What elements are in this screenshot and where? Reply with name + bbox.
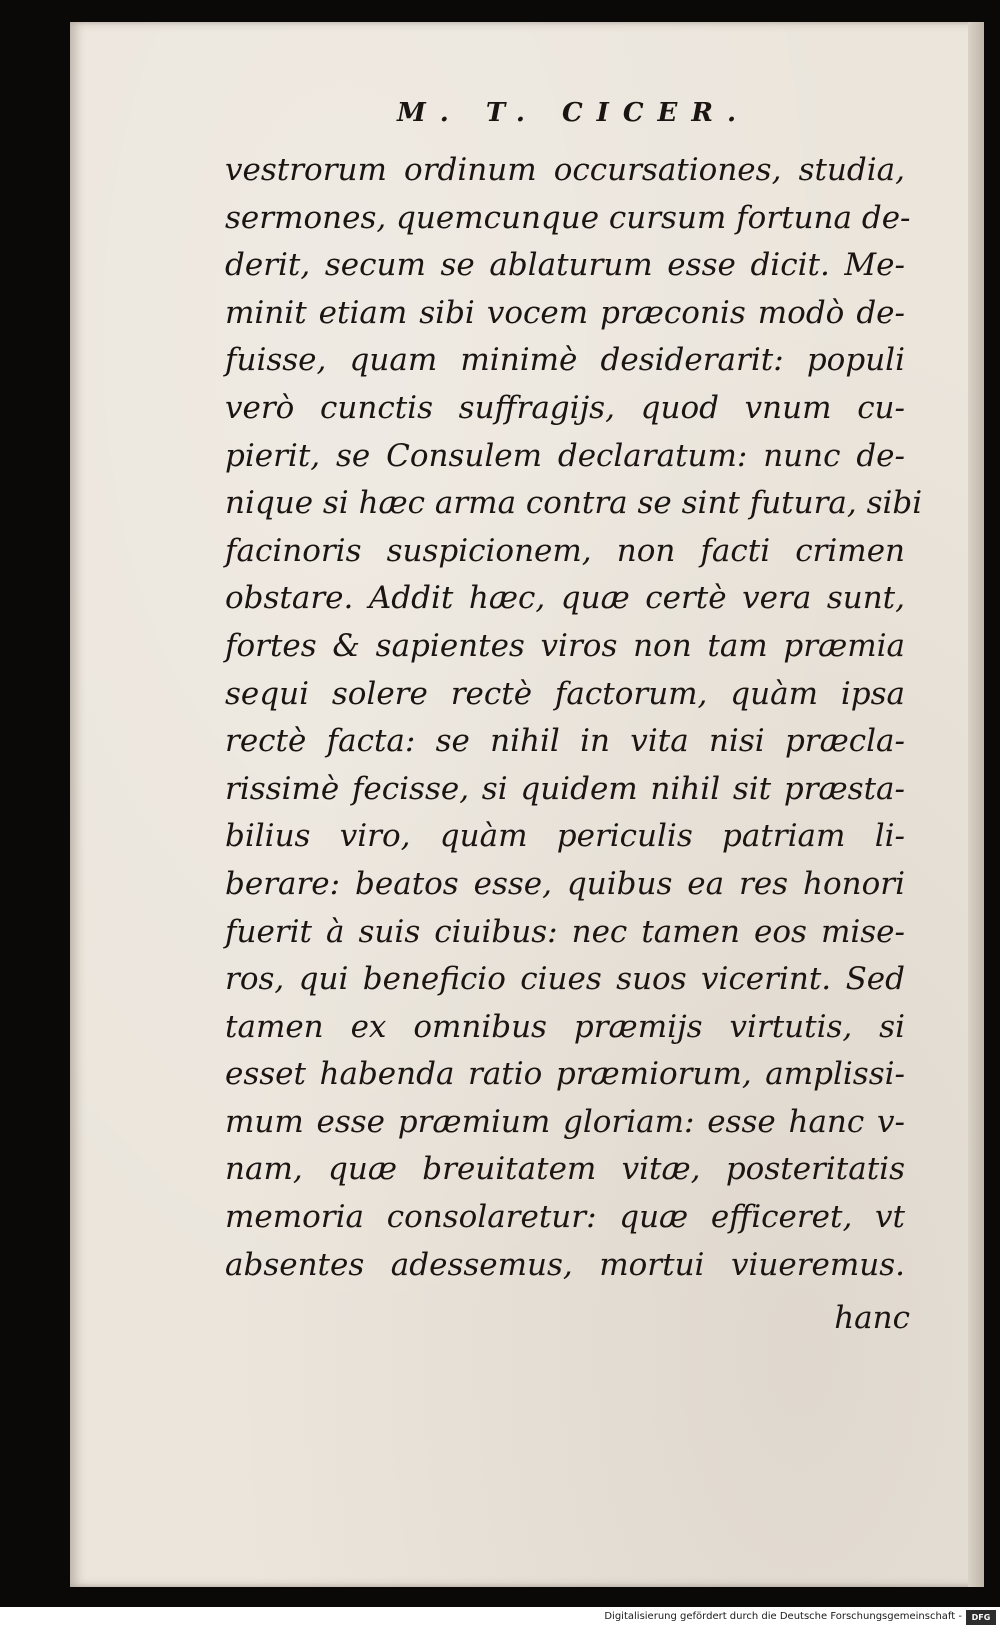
text-line: ros, qui beneficio ciues suos vicerint. Sed [225, 961, 905, 998]
text-line: pierit, se Consulem declaratum: nunc de- [225, 437, 905, 474]
text-line: tamen ex omnibus præmijs virtutis, si [225, 1008, 905, 1045]
text-line: rectè facta: se nihil in vita nisi præcla- [225, 723, 905, 760]
text-line: verò cunctis suffragijs, quod vnum cu- [225, 389, 905, 426]
text-line: sequi solere rectè factorum, quàm ipsa [225, 675, 905, 712]
text-line: obstare. Addit hæc, quæ certè vera sunt, [225, 580, 905, 617]
text-line: facinoris suspicionem, non facti crimen [225, 532, 905, 569]
text-line: esset habenda ratio præmiorum, amplissi- [225, 1056, 905, 1093]
text-line: memoria consolaretur: quæ efficeret, vt [225, 1199, 905, 1236]
funding-credit: Digitalisierung gefördert durch die Deutsche Forschungsgemeinschaft - [604, 1611, 962, 1622]
text-line: fortes & sapientes viros non tam præmia [225, 627, 905, 664]
text-line: berare: beatos esse, quibus ea res honori [225, 865, 905, 902]
text-line: bilius viro, quàm periculis patriam li- [225, 818, 905, 855]
text-line: rissimè fecisse, si quidem nihil sit præsta- [225, 770, 905, 807]
text-line: nique si hæc arma contra se sint futura, sibi [225, 485, 923, 522]
text-line: derit, secum se ablaturum esse dicit. Me- [225, 247, 905, 284]
text-line: mum esse præmium gloriam: esse hanc v- [225, 1103, 905, 1140]
running-head: M. T. CICER. [397, 98, 751, 128]
text-line: minit etiam sibi vocem præconis modò de- [225, 294, 905, 331]
catchword: hanc [834, 1300, 910, 1336]
text-line: fuisse, quam minimè desiderarit: populi [225, 342, 905, 379]
text-line: nam, quæ breuitatem vitæ, posteritatis [225, 1151, 905, 1188]
text-line: vestrorum ordinum occursationes, studia, [225, 152, 905, 188]
page-edge [968, 22, 984, 1587]
footer-bar [0, 1607, 1000, 1629]
text-line: sermones, quemcunque cursum fortuna de- [225, 199, 911, 236]
text-block [225, 147, 923, 1289]
dfg-logo-icon: DFG [966, 1610, 996, 1625]
text-line: absentes adessemus, mortui viueremus. [225, 1246, 905, 1283]
text-line: fuerit à suis ciuibus: nec tamen eos mise- [225, 913, 905, 950]
